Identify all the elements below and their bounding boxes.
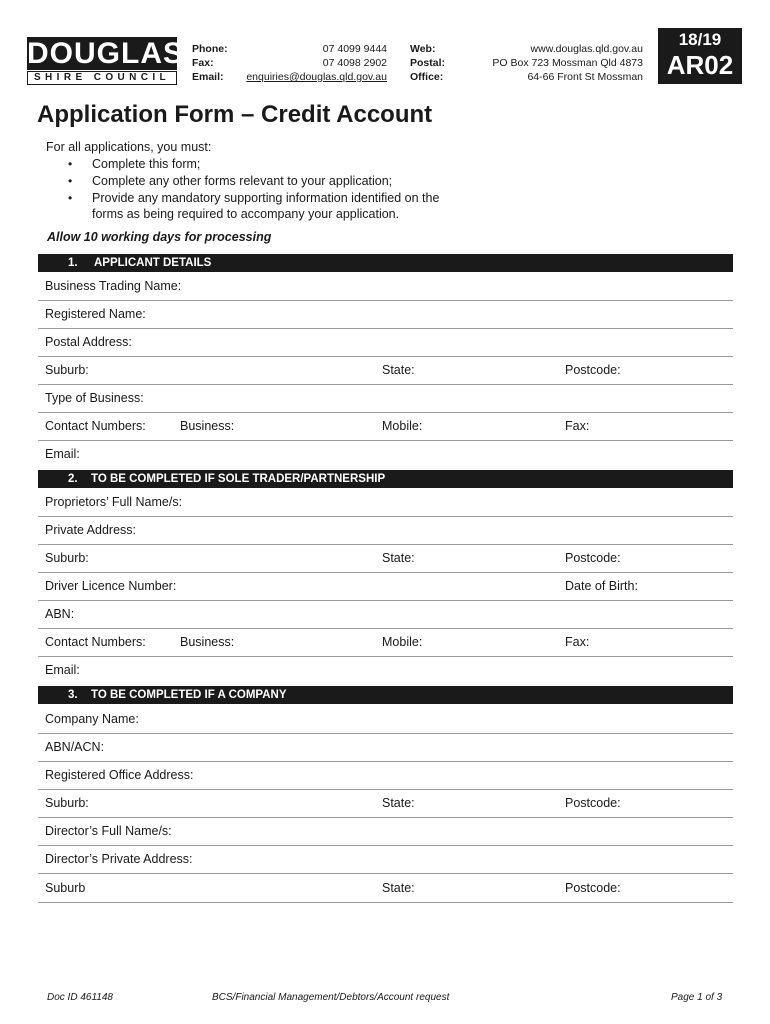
field-contact-numbers[interactable] [38,628,733,657]
suburb-label: Suburb: [45,363,89,377]
fax-label: Fax: [565,419,590,433]
intro-bullet-continued: forms as being required to accompany your application. [92,207,400,221]
suburb-label: Suburb: [45,551,89,565]
mobile-label: Mobile: [382,635,423,649]
office-label: Office: [410,71,444,83]
field-proprietors-names[interactable] [38,488,733,517]
bullet-dot: • [68,191,73,205]
field-label: Type of Business: [45,391,144,405]
postcode-label: Postcode: [565,363,621,377]
field-registered-office-address[interactable] [38,761,733,790]
field-label: Registered Office Address: [45,768,194,782]
field-contact-numbers[interactable] [38,412,733,441]
field-label: Registered Name: [45,307,146,321]
business-phone-label: Business: [180,635,235,649]
section-number: 1. [68,257,78,269]
logo-subtitle: SHIRE COUNCIL [27,71,177,85]
dob-label: Date of Birth: [565,579,638,593]
business-phone-label: Business: [180,419,235,433]
web-label: Web: [410,43,436,55]
section-title: TO BE COMPLETED IF A COMPANY [91,689,287,701]
page-title: Application Form – Credit Account [37,101,433,128]
field-suburb-state-postcode[interactable] [38,544,733,573]
field-abn[interactable] [38,600,733,629]
section-title: APPLICANT DETAILS [94,257,212,269]
section-number: 2. [68,473,78,485]
email-label: Email: [192,71,224,83]
field-registered-name[interactable] [38,300,733,329]
intro-bullet: Complete this form; [92,157,201,171]
postal-value: PO Box 723 Mossman Qld 4873 [492,57,643,69]
state-label: State: [382,796,415,810]
form-code-box [658,28,742,84]
state-label: State: [382,363,415,377]
footer-doc-id: Doc ID 461148 [47,992,113,1003]
field-label: Proprietors’ Full Name/s: [45,495,183,509]
state-label: State: [382,881,415,895]
field-type-of-business[interactable] [38,384,733,413]
intro-bullet: Complete any other forms relevant to your application; [92,174,393,188]
intro-lead: For all applications, you must: [46,140,212,154]
field-label: ABN: [45,607,75,621]
field-label: ABN/ACN: [45,740,105,754]
field-label: Private Address: [45,523,137,537]
field-directors-names[interactable] [38,817,733,846]
licence-label: Driver Licence Number: [45,579,177,593]
field-label: Director’s Full Name/s: [45,824,172,838]
postcode-label: Postcode: [565,881,621,895]
field-private-address[interactable] [38,516,733,545]
bullet-dot: • [68,157,73,171]
fax-label: Fax: [565,635,590,649]
fax-value: 07 4098 2902 [322,57,387,69]
field-label: Director’s Private Address: [45,852,193,866]
contact-numbers-label: Contact Numbers: [45,635,146,649]
section-2-header [38,470,733,488]
field-postal-address[interactable] [38,328,733,357]
section-number: 3. [68,689,78,701]
postcode-label: Postcode: [565,551,621,565]
phone-label: Phone: [192,43,228,55]
field-label: Email: [45,663,80,677]
logo-wordmark: DOUGLAS [27,37,184,70]
postal-label: Postal: [410,57,446,69]
state-label: State: [382,551,415,565]
form-id: AR02 [666,50,734,80]
field-label: Company Name: [45,712,139,726]
field-suburb-state-postcode[interactable] [38,789,733,818]
suburb-label: Suburb: [45,796,89,810]
footer-path: BCS/Financial Management/Debtors/Account request [212,992,450,1003]
email-link[interactable]: enquiries@douglas.qld.gov.au [246,71,387,83]
suburb-label: Suburb [45,881,86,895]
postcode-label: Postcode: [565,796,621,810]
field-label: Postal Address: [45,335,132,349]
field-licence-dob[interactable] [38,572,733,601]
form-year: 18/19 [678,30,722,49]
fax-label: Fax: [192,57,214,69]
office-value: 64-66 Front St Mossman [527,71,643,83]
council-logo [27,37,184,85]
intro-bullet: Provide any mandatory supporting information identified on the [92,191,440,205]
field-email[interactable] [38,656,733,684]
footer-page-number: Page 1 of 3 [671,992,723,1003]
section-3-header [38,686,733,704]
field-label: Business Trading Name: [45,279,182,293]
field-abn-acn[interactable] [38,733,733,762]
field-business-trading-name[interactable] [38,272,733,301]
field-suburb-state-postcode[interactable] [38,874,733,903]
processing-note: Allow 10 working days for processing [47,230,272,244]
field-suburb-state-postcode[interactable] [38,356,733,385]
field-email[interactable] [38,440,733,468]
web-value: www.douglas.qld.gov.au [530,43,643,55]
field-company-name[interactable] [38,705,733,734]
section-title: TO BE COMPLETED IF SOLE TRADER/PARTNERSHIP [91,473,386,485]
contact-numbers-label: Contact Numbers: [45,419,146,433]
section-1-header [38,254,733,272]
field-directors-private-address[interactable] [38,845,733,874]
mobile-label: Mobile: [382,419,423,433]
bullet-dot: • [68,174,73,188]
phone-value: 07 4099 9444 [322,43,387,55]
field-label: Email: [45,447,80,461]
